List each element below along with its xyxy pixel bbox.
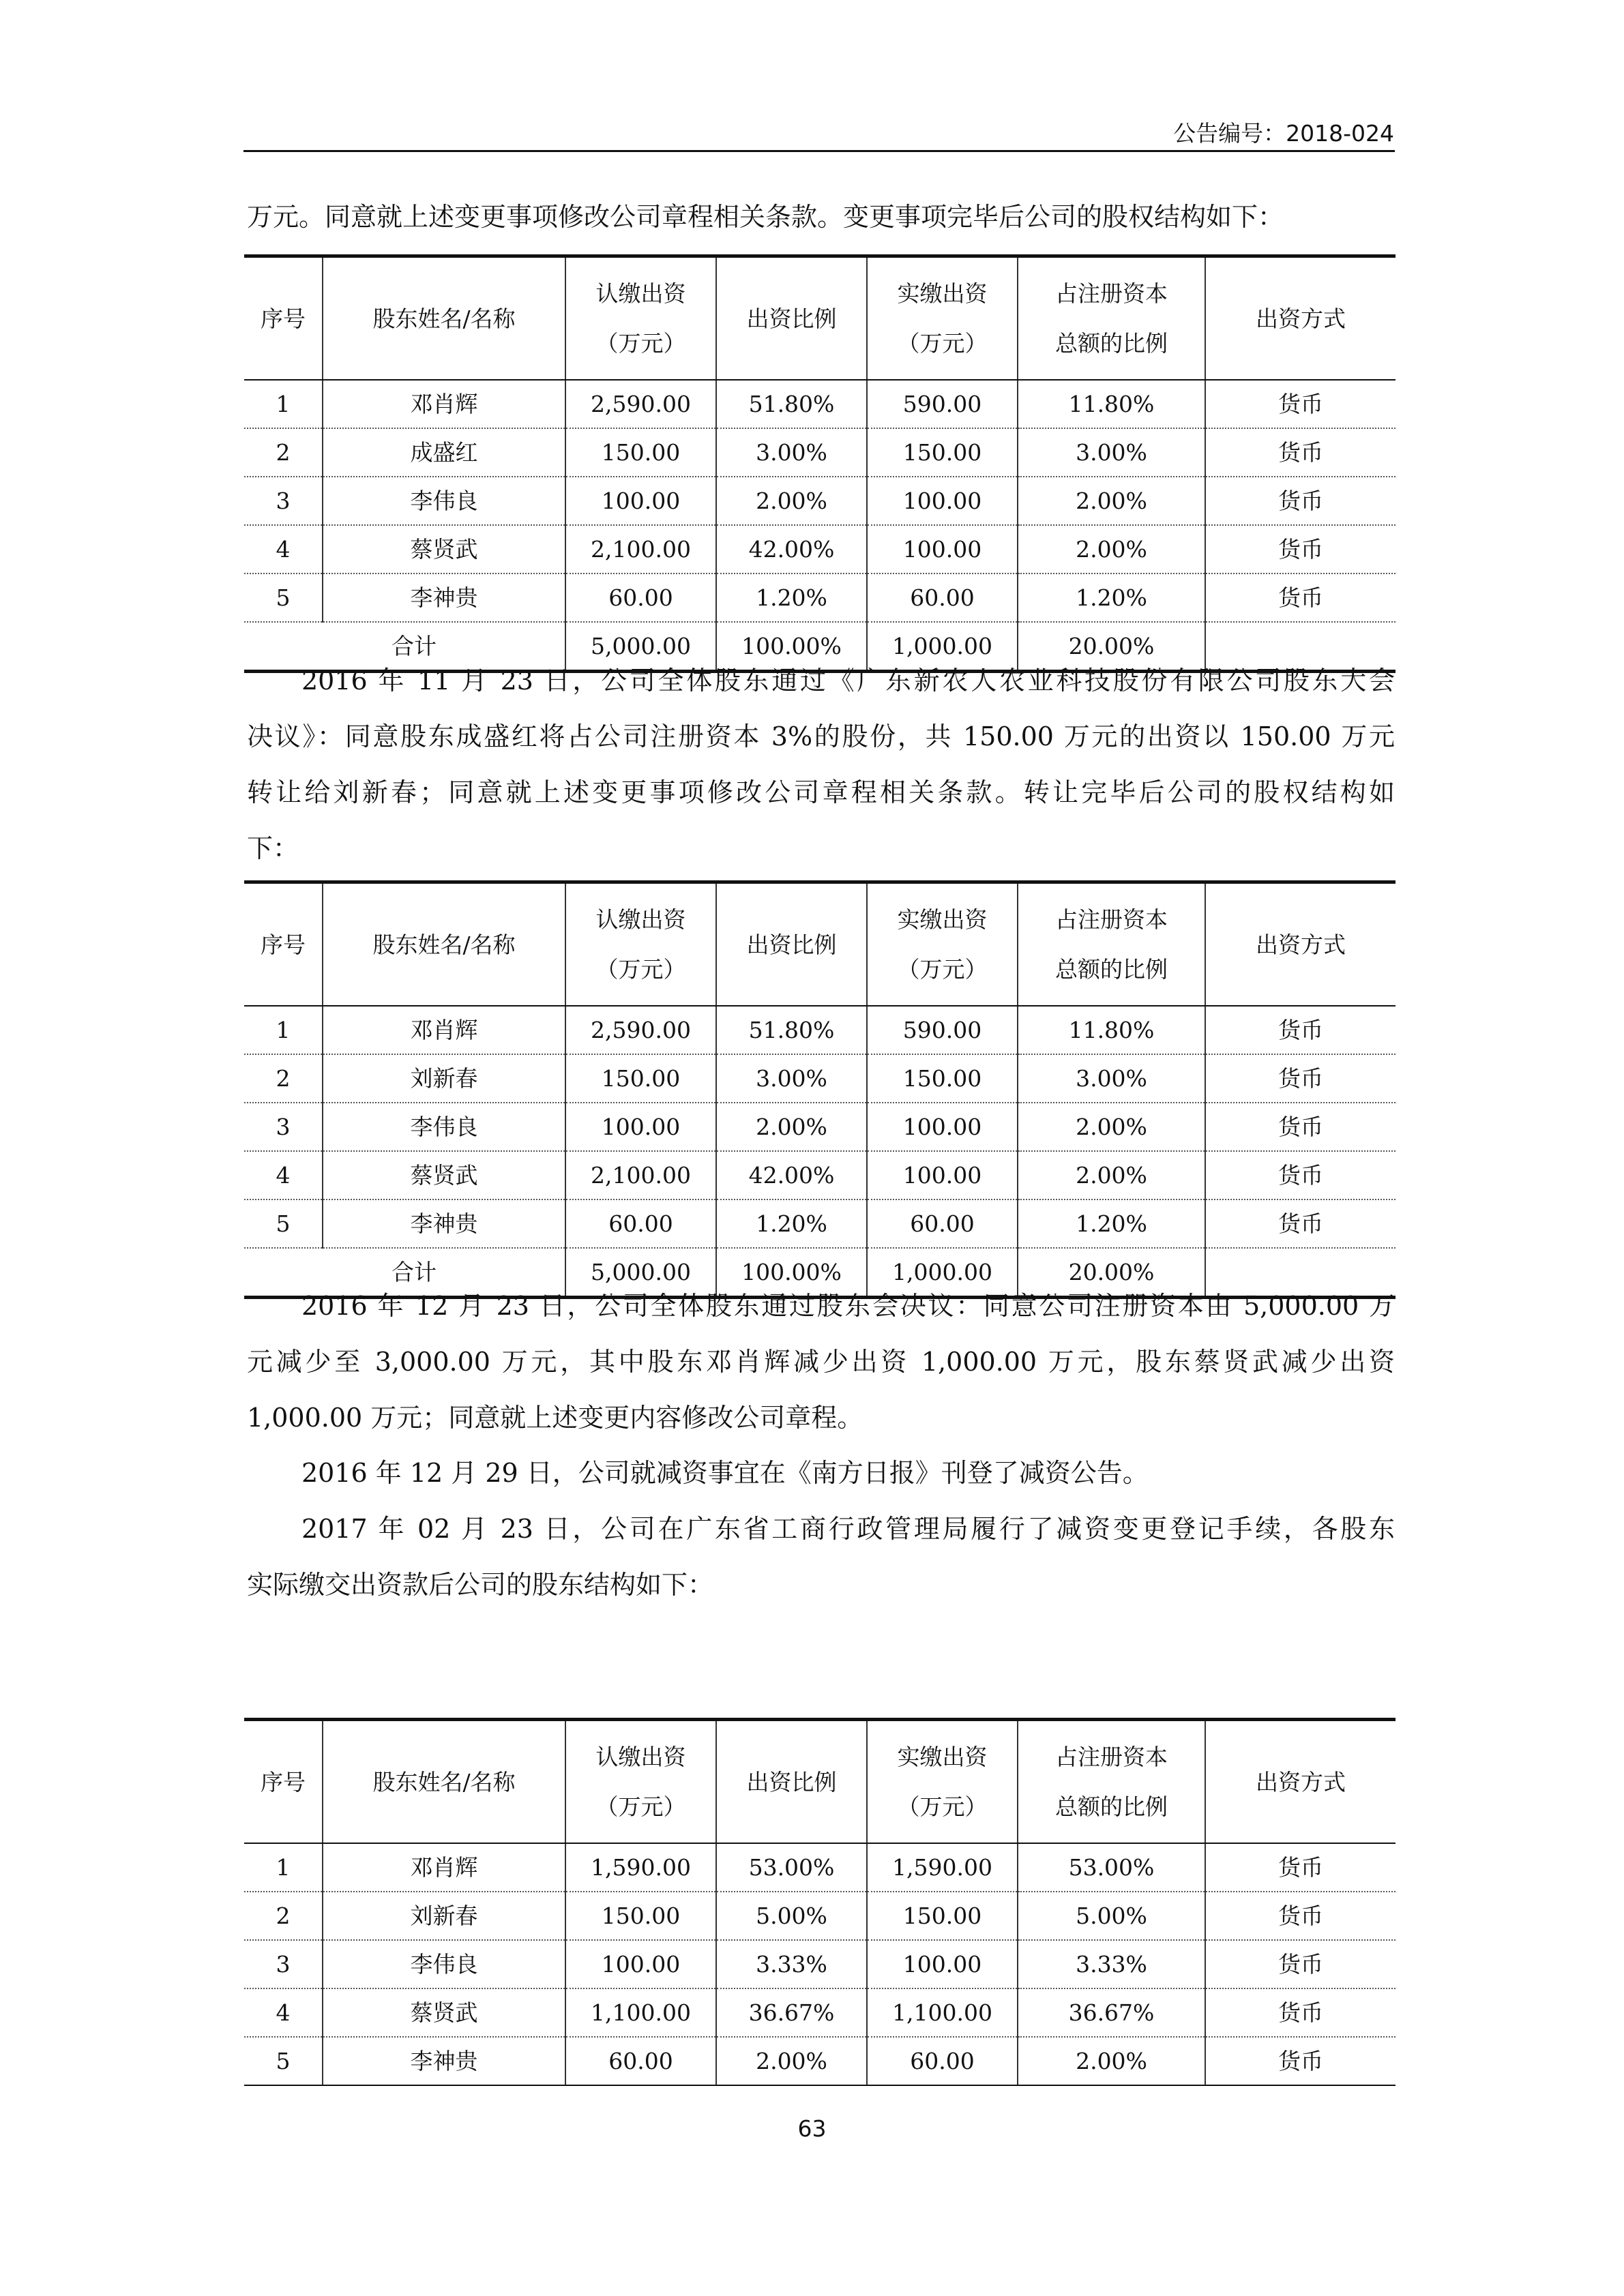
cell-registered-ratio: 1.20% xyxy=(1018,1199,1205,1248)
cell-shareholder-name: 李神贵 xyxy=(323,1199,565,1248)
cell-seq: 5 xyxy=(244,1199,323,1248)
header-subscribed-capital-line1: 认缴出资 xyxy=(595,906,686,933)
cell-registered-ratio: 11.80% xyxy=(1018,1006,1205,1054)
cell-registered-ratio: 1.20% xyxy=(1018,573,1205,622)
cell-contribution-method: 货币 xyxy=(1205,2037,1396,2085)
header-shareholder-name: 股东姓名/名称 xyxy=(323,882,565,1007)
cell-contribution-method: 货币 xyxy=(1205,1988,1396,2037)
cell-contribution-method: 货币 xyxy=(1205,525,1396,573)
cell-subscribed-capital: 60.00 xyxy=(565,573,716,622)
cell-shareholder-name: 刘新春 xyxy=(323,1054,565,1103)
cell-subscribed-ratio: 51.80% xyxy=(716,1006,867,1054)
cell-seq: 1 xyxy=(244,380,323,428)
header-subscribed-capital-line2: （万元） xyxy=(595,956,686,983)
header-subscribed-capital-line1: 认缴出资 xyxy=(595,280,686,307)
header-contribution-method: 出资方式 xyxy=(1205,1720,1396,1844)
cell-shareholder-name: 李伟良 xyxy=(323,1103,565,1151)
cell-shareholder-name: 李神贵 xyxy=(323,573,565,622)
header-paid-capital-line2: （万元） xyxy=(897,1793,988,1820)
cell-subscribed-ratio: 36.67% xyxy=(716,1988,867,2037)
cell-registered-ratio: 53.00% xyxy=(1018,1843,1205,1892)
header-contribution-method: 出资方式 xyxy=(1205,882,1396,1007)
header-seq: 序号 xyxy=(244,256,323,381)
cell-subscribed-ratio: 53.00% xyxy=(716,1843,867,1892)
cell-paid-capital: 150.00 xyxy=(867,428,1018,477)
cell-total-subscribed-ratio: 100.00% xyxy=(716,622,867,672)
cell-paid-capital: 100.00 xyxy=(867,1940,1018,1988)
cell-registered-ratio: 2.00% xyxy=(1018,525,1205,573)
paragraph-intro xyxy=(247,189,1395,245)
cell-contribution-method: 货币 xyxy=(1205,1006,1396,1054)
cell-shareholder-name: 李伟良 xyxy=(323,477,565,525)
cell-seq: 3 xyxy=(244,1940,323,1988)
cell-subscribed-capital: 150.00 xyxy=(565,1054,716,1103)
header-subscribed-capital xyxy=(565,1720,716,1844)
cell-registered-ratio: 11.80% xyxy=(1018,380,1205,428)
header-registered-ratio-line1: 占注册资本 xyxy=(1055,1744,1168,1770)
cell-subscribed-capital: 60.00 xyxy=(565,2037,716,2085)
cell-contribution-method: 货币 xyxy=(1205,573,1396,622)
cell-shareholder-name: 刘新春 xyxy=(323,1892,565,1940)
cell-subscribed-capital: 1,100.00 xyxy=(565,1988,716,2037)
table-row xyxy=(244,1940,1396,1988)
table-row xyxy=(244,1103,1396,1151)
cell-shareholder-name: 蔡贤武 xyxy=(323,1988,565,2037)
header-registered-ratio xyxy=(1018,256,1205,381)
header-paid-capital xyxy=(867,256,1018,381)
cell-total-label: 合计 xyxy=(244,622,565,672)
header-subscribed-ratio: 出资比例 xyxy=(716,1720,867,1844)
cell-seq: 5 xyxy=(244,2037,323,2085)
cell-contribution-method: 货币 xyxy=(1205,1199,1396,1248)
cell-subscribed-capital: 1,590.00 xyxy=(565,1843,716,1892)
table-header-row xyxy=(244,256,1396,381)
header-subscribed-capital xyxy=(565,882,716,1007)
cell-subscribed-capital: 2,100.00 xyxy=(565,1151,716,1199)
paragraph-reduction-notice xyxy=(247,1445,1395,1501)
cell-total-paid: 1,000.00 xyxy=(867,1248,1018,1298)
cell-seq: 3 xyxy=(244,477,323,525)
paragraph-line: 元减少至 3,000.00 万元，其中股东邓肖辉减少出资 1,000.00 万元，股东蔡贤武减少出资 xyxy=(247,1347,1395,1377)
cell-subscribed-capital: 2,590.00 xyxy=(565,380,716,428)
table-header-row xyxy=(244,882,1396,1007)
cell-total-label: 合计 xyxy=(244,1248,565,1298)
paragraph-line: 实际缴交出资款后公司的股东结构如下： xyxy=(247,1570,714,1600)
cell-subscribed-ratio: 1.20% xyxy=(716,1199,867,1248)
table-row xyxy=(244,1988,1396,2037)
cell-subscribed-ratio: 42.00% xyxy=(716,1151,867,1199)
cell-subscribed-ratio: 3.00% xyxy=(716,1054,867,1103)
cell-subscribed-ratio: 5.00% xyxy=(716,1892,867,1940)
shareholding-table-3 xyxy=(244,1718,1396,2086)
cell-paid-capital: 590.00 xyxy=(867,380,1018,428)
page-number: 63 xyxy=(797,2115,827,2142)
cell-paid-capital: 60.00 xyxy=(867,1199,1018,1248)
paragraph-line: 2016 年 12 月 29 日，公司就减资事宜在《南方日报》刊登了减资公告。 xyxy=(301,1458,1149,1488)
cell-shareholder-name: 邓肖辉 xyxy=(323,380,565,428)
cell-paid-capital: 1,590.00 xyxy=(867,1843,1018,1892)
paragraph-line: 万元。同意就上述变更事项修改公司章程相关条款。变更事项完毕后公司的股权结构如下： xyxy=(247,202,1284,232)
cell-registered-ratio: 2.00% xyxy=(1018,1103,1205,1151)
cell-shareholder-name: 邓肖辉 xyxy=(323,1006,565,1054)
table-row xyxy=(244,1006,1396,1054)
cell-paid-capital: 590.00 xyxy=(867,1006,1018,1054)
cell-paid-capital: 150.00 xyxy=(867,1892,1018,1940)
cell-seq: 5 xyxy=(244,573,323,622)
cell-contribution-method: 货币 xyxy=(1205,1151,1396,1199)
cell-registered-ratio: 3.00% xyxy=(1018,428,1205,477)
table-row xyxy=(244,380,1396,428)
header-registered-ratio-line2: 总额的比例 xyxy=(1055,330,1168,357)
header-paid-capital-line1: 实缴出资 xyxy=(897,1744,988,1770)
cell-subscribed-ratio: 2.00% xyxy=(716,1103,867,1151)
cell-seq: 4 xyxy=(244,1988,323,2037)
cell-total-registered-ratio: 20.00% xyxy=(1018,622,1205,672)
cell-subscribed-ratio: 3.00% xyxy=(716,428,867,477)
header-subscribed-ratio: 出资比例 xyxy=(716,882,867,1007)
table-row xyxy=(244,1151,1396,1199)
cell-seq: 1 xyxy=(244,1843,323,1892)
header-registered-ratio-line2: 总额的比例 xyxy=(1055,956,1168,983)
header-paid-capital-line1: 实缴出资 xyxy=(897,280,988,307)
cell-registered-ratio: 5.00% xyxy=(1018,1892,1205,1940)
cell-contribution-method: 货币 xyxy=(1205,1843,1396,1892)
table-header-row xyxy=(244,1720,1396,1844)
cell-subscribed-capital: 150.00 xyxy=(565,1892,716,1940)
cell-seq: 2 xyxy=(244,428,323,477)
cell-paid-capital: 150.00 xyxy=(867,1054,1018,1103)
header-registered-ratio-line1: 占注册资本 xyxy=(1055,906,1168,933)
cell-subscribed-capital: 100.00 xyxy=(565,477,716,525)
paragraph-line: 2016 年 12 月 23 日，公司全体股东通过股东会决议：同意公司注册资本由 5,000.00 万 xyxy=(301,1291,1395,1321)
cell-registered-ratio: 2.00% xyxy=(1018,1151,1205,1199)
header-subscribed-capital xyxy=(565,256,716,381)
table-row xyxy=(244,428,1396,477)
cell-total-registered-ratio: 20.00% xyxy=(1018,1248,1205,1298)
table-row xyxy=(244,1843,1396,1892)
table-row xyxy=(244,1054,1396,1103)
cell-paid-capital: 100.00 xyxy=(867,525,1018,573)
header-paid-capital xyxy=(867,882,1018,1007)
header-contribution-method: 出资方式 xyxy=(1205,256,1396,381)
cell-shareholder-name: 李伟良 xyxy=(323,1940,565,1988)
header-subscribed-capital-line2: （万元） xyxy=(595,1793,686,1820)
cell-contribution-method: 货币 xyxy=(1205,477,1396,525)
shareholding-table-2 xyxy=(244,880,1396,1299)
header-paid-capital-line2: （万元） xyxy=(897,330,988,357)
paragraph-line: 转让给刘新春；同意就上述变更事项修改公司章程相关条款。转让完毕后公司的股权结构如 xyxy=(247,777,1395,807)
cell-registered-ratio: 3.00% xyxy=(1018,1054,1205,1103)
cell-seq: 1 xyxy=(244,1006,323,1054)
header-subscribed-capital-line1: 认缴出资 xyxy=(595,1744,686,1770)
cell-seq: 4 xyxy=(244,525,323,573)
cell-subscribed-capital: 60.00 xyxy=(565,1199,716,1248)
cell-contribution-method: 货币 xyxy=(1205,1054,1396,1103)
header-registered-ratio-line1: 占注册资本 xyxy=(1055,280,1168,307)
cell-subscribed-ratio: 51.80% xyxy=(716,380,867,428)
header-seq: 序号 xyxy=(244,1720,323,1844)
cell-subscribed-ratio: 1.20% xyxy=(716,573,867,622)
announcement-number: 公告编号：2018-024 xyxy=(1173,120,1394,147)
header-paid-capital xyxy=(867,1720,1018,1844)
paragraph-share-transfer xyxy=(247,653,1395,876)
cell-paid-capital: 60.00 xyxy=(867,573,1018,622)
cell-paid-capital: 60.00 xyxy=(867,2037,1018,2085)
cell-paid-capital: 1,100.00 xyxy=(867,1988,1018,2037)
cell-seq: 2 xyxy=(244,1892,323,1940)
cell-contribution-method: 货币 xyxy=(1205,428,1396,477)
cell-contribution-method: 货币 xyxy=(1205,1940,1396,1988)
table-row xyxy=(244,573,1396,622)
table-row xyxy=(244,1892,1396,1940)
cell-subscribed-ratio: 2.00% xyxy=(716,477,867,525)
header-paid-capital-line2: （万元） xyxy=(897,956,988,983)
header-rule xyxy=(243,150,1395,152)
cell-subscribed-capital: 2,590.00 xyxy=(565,1006,716,1054)
paragraph-line: 1,000.00 万元；同意就上述变更内容修改公司章程。 xyxy=(247,1403,863,1433)
cell-subscribed-ratio: 2.00% xyxy=(716,2037,867,2085)
paragraph-capital-reduction xyxy=(247,1278,1395,1446)
cell-registered-ratio: 36.67% xyxy=(1018,1988,1205,2037)
cell-shareholder-name: 李神贵 xyxy=(323,2037,565,2085)
cell-seq: 2 xyxy=(244,1054,323,1103)
cell-total-subscribed-ratio: 100.00% xyxy=(716,1248,867,1298)
cell-subscribed-capital: 100.00 xyxy=(565,1103,716,1151)
cell-paid-capital: 100.00 xyxy=(867,1151,1018,1199)
cell-subscribed-capital: 150.00 xyxy=(565,428,716,477)
header-paid-capital-line1: 实缴出资 xyxy=(897,906,988,933)
header-subscribed-capital-line2: （万元） xyxy=(595,330,686,357)
cell-paid-capital: 100.00 xyxy=(867,477,1018,525)
cell-subscribed-ratio: 3.33% xyxy=(716,1940,867,1988)
cell-subscribed-capital: 100.00 xyxy=(565,1940,716,1988)
cell-shareholder-name: 蔡贤武 xyxy=(323,1151,565,1199)
cell-subscribed-capital: 2,100.00 xyxy=(565,525,716,573)
header-seq: 序号 xyxy=(244,882,323,1007)
cell-registered-ratio: 2.00% xyxy=(1018,477,1205,525)
table-row xyxy=(244,477,1396,525)
paragraph-line: 下： xyxy=(247,833,299,863)
shareholding-table-1 xyxy=(244,254,1396,673)
header-registered-ratio xyxy=(1018,882,1205,1007)
cell-subscribed-ratio: 42.00% xyxy=(716,525,867,573)
cell-contribution-method: 货币 xyxy=(1205,1892,1396,1940)
cell-contribution-method: 货币 xyxy=(1205,1103,1396,1151)
header-shareholder-name: 股东姓名/名称 xyxy=(323,1720,565,1844)
table-row xyxy=(244,2037,1396,2085)
table-row xyxy=(244,525,1396,573)
cell-shareholder-name: 邓肖辉 xyxy=(323,1843,565,1892)
header-registered-ratio-line2: 总额的比例 xyxy=(1055,1793,1168,1820)
cell-total-subscribed: 5,000.00 xyxy=(565,622,716,672)
paragraph-line: 2017 年 02 月 23 日，公司在广东省工商行政管理局履行了减资变更登记手续，各股东 xyxy=(301,1514,1395,1544)
paragraph-line: 决议》：同意股东成盛红将占公司注册资本 3%的股份，共 150.00 万元的出资以 150.00 万元 xyxy=(247,721,1395,751)
header-registered-ratio xyxy=(1018,1720,1205,1844)
cell-registered-ratio: 3.33% xyxy=(1018,1940,1205,1988)
header-shareholder-name: 股东姓名/名称 xyxy=(323,256,565,381)
table-row xyxy=(244,1199,1396,1248)
cell-shareholder-name: 成盛红 xyxy=(323,428,565,477)
paragraph-line: 2016 年 11 月 23 日，公司全体股东通过《广东新农人农业科技股份有限公司股东大会 xyxy=(301,666,1395,696)
cell-total-paid: 1,000.00 xyxy=(867,622,1018,672)
paragraph-registration xyxy=(247,1501,1395,1613)
header-subscribed-ratio: 出资比例 xyxy=(716,256,867,381)
cell-registered-ratio: 2.00% xyxy=(1018,2037,1205,2085)
cell-seq: 4 xyxy=(244,1151,323,1199)
cell-paid-capital: 100.00 xyxy=(867,1103,1018,1151)
cell-seq: 3 xyxy=(244,1103,323,1151)
cell-total-subscribed: 5,000.00 xyxy=(565,1248,716,1298)
cell-shareholder-name: 蔡贤武 xyxy=(323,525,565,573)
cell-contribution-method: 货币 xyxy=(1205,380,1396,428)
